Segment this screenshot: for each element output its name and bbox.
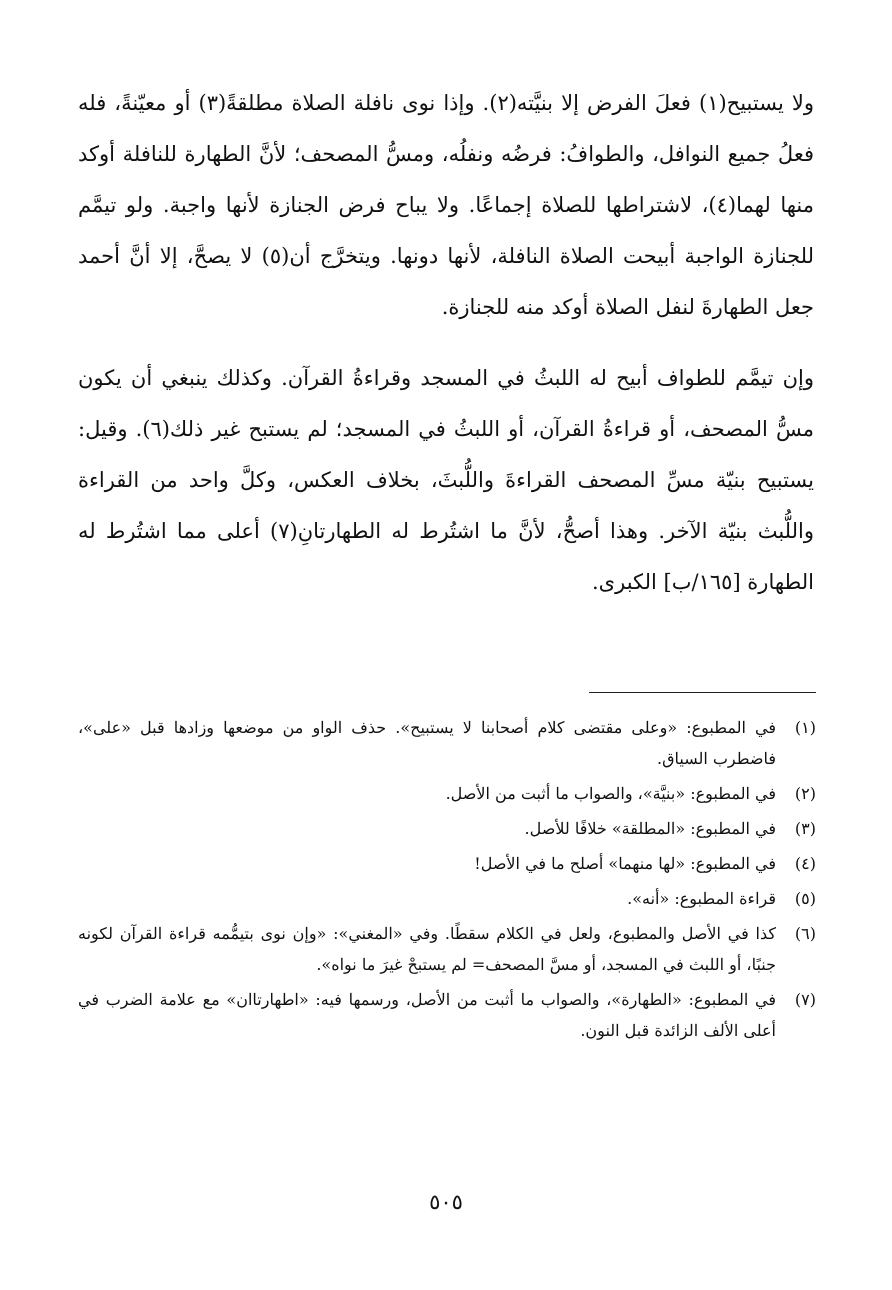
footnote-1 (78, 712, 816, 774)
footnote-number: (٥) (794, 889, 816, 908)
footnote-5 (78, 883, 816, 914)
footnote-text: في المطبوع: «بنيَّة»، والصواب ما أثبت من الأصل. (445, 784, 776, 803)
footnote-2 (78, 778, 816, 809)
footnote-3 (78, 813, 816, 844)
paragraph-2: وإن تيمَّم للطواف أبيح له اللبثُ في المسجد وقراءةُ القرآن. وكذلك ينبغي أن يكون مسُّ المصحف، أو قراءةُ القرآن، أو اللبثُ في المسجد؛ لم يستبح غير ذلك(٦). وقيل: يستبيح بنيّة مسِّ المصحف القراءةَ واللُّبثَ، بخلاف العكس، وكلَّ واحد من القراءة واللُّبث بنيّة الآخر. وهذا أصحُّ، لأنَّ ما اشتُرط له الطهارتانِ(٧) أعلى مما اشتُرط له الطهارة [١٦٥/ب] الكبرى. (78, 366, 815, 594)
footnote-number: (٤) (794, 854, 816, 873)
page-number: ٥٠٥ (429, 1190, 463, 1214)
main-text (78, 78, 814, 608)
footnote-text: كذا في الأصل والمطبوع، ولعل في الكلام سقطًا. وفي «المغني»: «وإن نوى بتيمُّمه قراءة القرآن لكونه جنبًا، أو اللبث في المسجد، أو مسَّ المصحف= لم يستبحْ غيرَ ما نواه». (78, 924, 776, 974)
footnote-number: (٢) (794, 784, 816, 803)
footnote-4 (78, 848, 816, 879)
footnote-text: قراءة المطبوع: «أنه». (627, 889, 776, 908)
footnote-number: (٧) (794, 990, 816, 1009)
footnote-text: في المطبوع: «لها منهما» أصلح ما في الأصل! (474, 854, 776, 873)
footnote-text: في المطبوع: «المطلقة» خلافًا للأصل. (524, 819, 776, 838)
footnote-7 (78, 984, 816, 1046)
footnote-number: (١) (794, 718, 816, 737)
footnotes (78, 712, 816, 1050)
paragraph-1: ولا يستبيح(١) فعلَ الفرض إلا بنيَّته(٢). وإذا نوى نافلة الصلاة مطلقةً(٣) أو معيّنةً، فله فعلُ جميع النوافل، والطوافُ: فرضُه ونفلُه، ومسُّ المصحف؛ لأنَّ الطهارة للنافلة أوكد منها لهما(٤)، لاشتراطها للصلاة إجماعًا. ولا يباح فرض الجنازة لأنها واجبة. ولو تيمَّم للجنازة الواجبة أبيحت الصلاة النافلة، لأنها دونها. ويتخرَّج أن(٥) لا يصحَّ، إلا أنَّ أحمد جعل الطهارةَ لنفل الصلاة أوكد منه للجنازة. (78, 91, 814, 319)
footnote-6 (78, 918, 816, 980)
footnote-text: في المطبوع: «وعلى مقتضى كلام أصحابنا لا يستبيح». حذف الواو من موضعها وزادها قبل «على»، فاضطرب السياق. (78, 718, 776, 768)
footnote-text: في المطبوع: «الطهارة»، والصواب ما أثبت من الأصل، ورسمها فيه: «اطهارتاان» مع علامة الضرب في أعلى الألف الزائدة قبل النون. (78, 990, 776, 1040)
footnote-number: (٣) (794, 819, 816, 838)
footnote-separator (589, 692, 816, 693)
footnote-number: (٦) (794, 924, 816, 943)
